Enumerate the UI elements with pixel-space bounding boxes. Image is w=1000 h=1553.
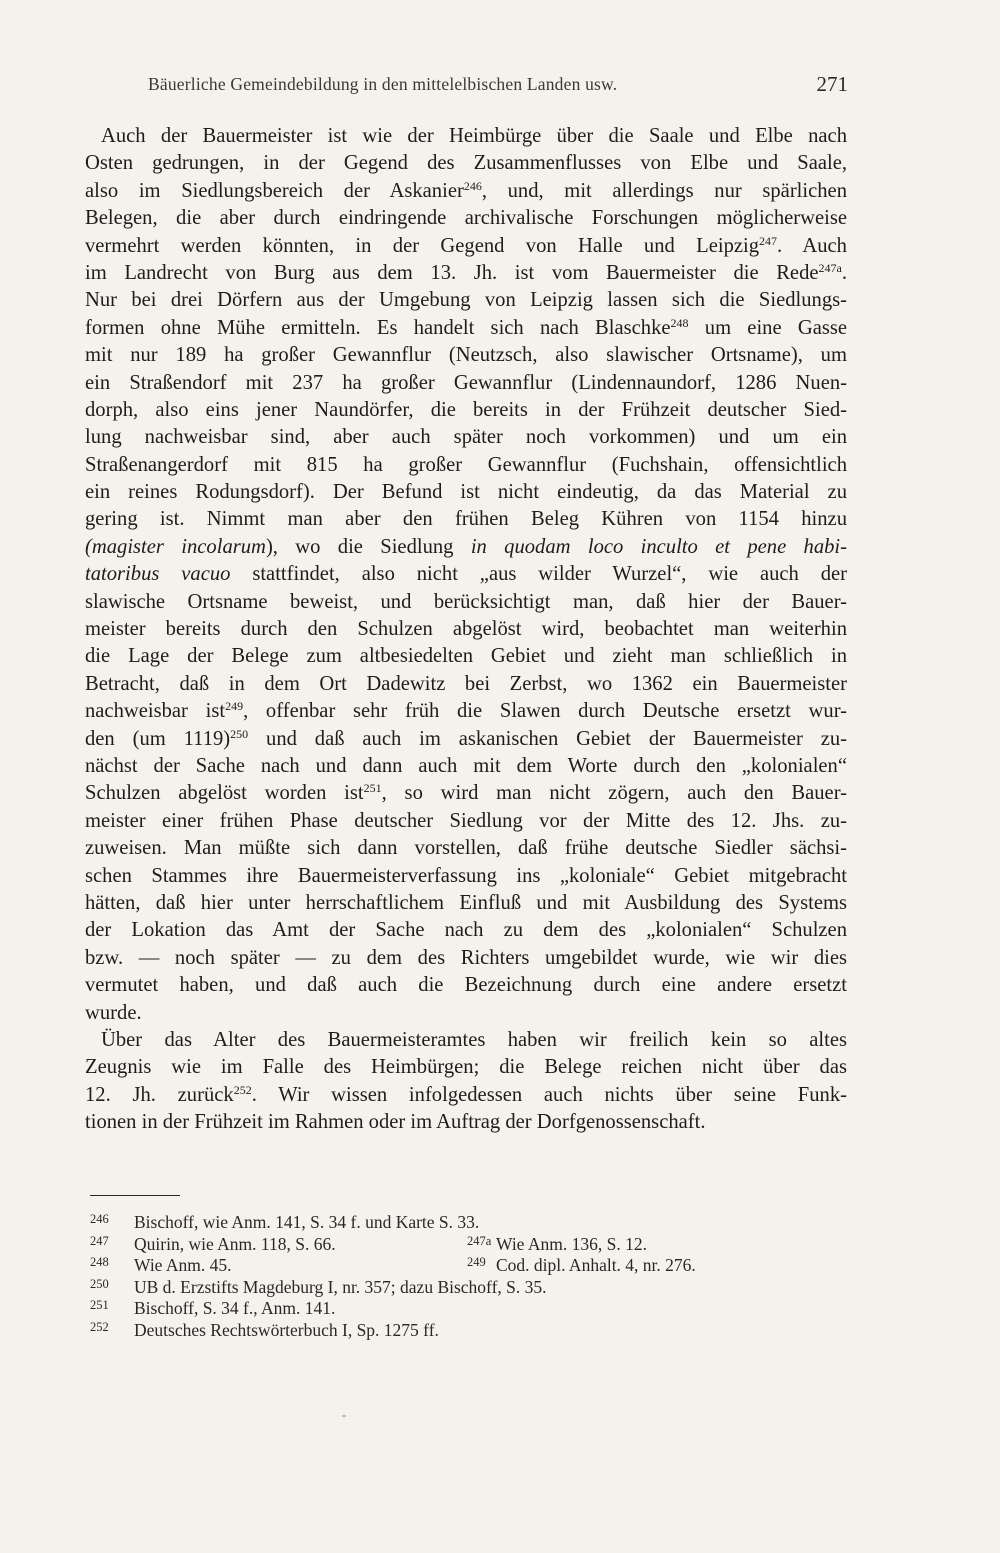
footnote-text: Bischoff, S. 34 f., Anm. 141. bbox=[134, 1298, 336, 1319]
body-text-run: schen Stammes ihre Bauermeisterverfassung ins „koloniale“ Gebiet mitgebracht bbox=[85, 864, 847, 887]
body-line bbox=[85, 1000, 847, 1027]
body-text-run: Betracht, daß in dem Ort Dadewitz bei Zerbst, wo 1362 ein Bauermeister bbox=[85, 672, 847, 695]
body-text-run: im Landrecht von Burg aus dem 13. Jh. ist vom Bauermeister die Rede bbox=[85, 261, 819, 284]
body-text-run: vermehrt werden könnten, in der Gegend von Halle und Leipzig bbox=[85, 234, 760, 257]
footnote-number: 248 bbox=[90, 1255, 109, 1270]
body-text-run: slawische Ortsname beweist, und berücksichtigt man, daß hier der Bauer- bbox=[85, 590, 847, 613]
body-text-run: mit nur 189 ha großer Gewannflur (Neutzsch, also slawischer Ortsname), um bbox=[85, 344, 847, 367]
body-text-run: wurde. bbox=[85, 1001, 142, 1024]
footnote bbox=[90, 1298, 810, 1320]
footnotes bbox=[90, 1212, 810, 1342]
body-line bbox=[85, 616, 847, 643]
footnote-reference: 252 bbox=[233, 1082, 252, 1097]
footnote-number: 246 bbox=[90, 1212, 109, 1226]
footnote-text: Quirin, wie Anm. 118, S. 66. bbox=[134, 1233, 336, 1254]
body-line bbox=[85, 753, 847, 780]
footnote bbox=[90, 1234, 810, 1256]
footnote bbox=[90, 1320, 810, 1342]
body-text-run: , offenbar sehr früh die Slawen durch Deutsche ersetzt wur- bbox=[243, 700, 847, 723]
footnote-reference: 251 bbox=[363, 781, 382, 796]
body-line bbox=[85, 534, 847, 561]
footnote-number: 252 bbox=[90, 1319, 109, 1334]
body-text-run: gering ist. Nimmt man aber den frühen Beleg Kühren von 1154 hinzu bbox=[85, 508, 847, 531]
body-text-run: . bbox=[841, 261, 847, 284]
body-text-run: Über das Alter des Bauermeisteramtes haben wir freilich kein so altes bbox=[101, 1028, 847, 1051]
body-text-run: Osten gedrungen, in der Gegend des Zusammenflusses von Elbe und Saale, bbox=[85, 152, 847, 175]
body-line bbox=[85, 205, 847, 232]
body-line bbox=[85, 150, 847, 177]
footnote-reference: 247 bbox=[759, 233, 778, 248]
body-line bbox=[85, 370, 847, 397]
body-line bbox=[85, 452, 847, 479]
body-line bbox=[85, 643, 847, 670]
body-line bbox=[85, 123, 847, 150]
latin-quote: magister incolarum bbox=[91, 535, 266, 558]
body-text-run: meister einer frühen Phase deutscher Siedlung vor der Mitte des 12. Jhs. zu- bbox=[85, 809, 847, 832]
body-line bbox=[85, 315, 847, 342]
footnote-text: Wie Anm. 136, S. 12. bbox=[496, 1233, 647, 1254]
latin-quote: ( bbox=[85, 535, 92, 558]
body-line bbox=[85, 698, 847, 725]
body-line bbox=[85, 561, 847, 588]
body-text-run: Zeugnis wie im Falle des Heimbürgen; die Belege reichen nicht über das bbox=[85, 1056, 847, 1079]
body-text-run: . Auch bbox=[777, 234, 847, 257]
footnote bbox=[90, 1255, 810, 1277]
body-text bbox=[85, 123, 847, 1136]
page-header bbox=[148, 70, 848, 110]
page-number: 271 bbox=[816, 72, 848, 96]
body-line bbox=[85, 890, 847, 917]
body-text-run: 12. Jh. zurück bbox=[85, 1083, 234, 1106]
body-line bbox=[85, 972, 847, 999]
footnote-number: 247 bbox=[90, 1233, 109, 1248]
footnote-reference: 248 bbox=[670, 315, 689, 330]
footnote-reference: 250 bbox=[230, 726, 249, 741]
footnote bbox=[90, 1277, 810, 1299]
footnote-number: 250 bbox=[90, 1276, 109, 1291]
body-text-run: der Lokation das Amt der Sache nach zu dem des „kolonialen“ Schulzen bbox=[85, 919, 847, 942]
body-line bbox=[85, 506, 847, 533]
body-text-run: um eine Gasse bbox=[688, 316, 848, 339]
body-text-run: , und, mit allerdings nur spärlichen bbox=[481, 179, 847, 202]
body-text-run: zuweisen. Man müßte sich dann vorstellen, daß frühe deutsche Siedler sächsi- bbox=[85, 837, 847, 860]
body-text-run: den (um 1119) bbox=[85, 727, 231, 750]
body-text-run: ein Straßendorf mit 237 ha großer Gewannflur (Lindennaundorf, 1286 Nuen- bbox=[85, 371, 847, 394]
footnote-text: UB d. Erzstifts Magdeburg I, nr. 357; dazu Bischoff, S. 35. bbox=[134, 1276, 547, 1297]
body-text-run: stattfindet, also nicht „aus wilder Wurzel“, wie auch der bbox=[230, 563, 848, 586]
body-line bbox=[85, 233, 847, 260]
body-line bbox=[85, 1027, 847, 1054]
body-line bbox=[85, 726, 847, 753]
latin-quote: in quodam loco inculto et pene habi- bbox=[470, 535, 848, 558]
body-text-run: meister bereits durch den Schulzen abgelöst wird, beobachtet man weiterhin bbox=[85, 618, 847, 641]
body-line bbox=[85, 863, 847, 890]
body-line bbox=[85, 397, 847, 424]
body-line bbox=[85, 479, 847, 506]
footnote-reference: 246 bbox=[463, 178, 482, 193]
body-text-run: lung nachweisbar sind, aber auch später noch vorkommen) und um ein bbox=[85, 426, 847, 449]
body-text-run: und daß auch im askanischen Gebiet der Bauermeister zu- bbox=[248, 727, 847, 750]
body-text-run: ), wo die Siedlung bbox=[265, 535, 471, 558]
body-line bbox=[85, 178, 847, 205]
footnote-text: Bischoff, wie Anm. 141, S. 34 f. und Karte S. 33. bbox=[134, 1212, 480, 1232]
body-line bbox=[85, 780, 847, 807]
body-line bbox=[85, 808, 847, 835]
body-line bbox=[85, 589, 847, 616]
body-text-run: vermutet haben, und daß auch die Bezeichnung durch eine andere ersetzt bbox=[85, 974, 847, 997]
body-text-run: dorph, also eins jener Naundörfer, die bereits in der Frühzeit deutscher Sied- bbox=[85, 398, 847, 421]
body-text-run: nachweisbar ist bbox=[85, 700, 226, 723]
body-text-run: . Wir wissen infolgedessen auch nichts über seine Funk- bbox=[251, 1083, 848, 1106]
body-line bbox=[85, 945, 847, 972]
footnote-text: Cod. dipl. Anhalt. 4, nr. 276. bbox=[496, 1255, 696, 1276]
footnote-separator bbox=[90, 1195, 180, 1196]
running-head: Bäuerliche Gemeindebildung in den mittelelbischen Landen usw. bbox=[148, 74, 618, 94]
body-text-run: Straßenangerdorf mit 815 ha großer Gewannflur (Fuchshain, offensichtlich bbox=[85, 453, 847, 476]
latin-quote: tatoribus vacuo bbox=[85, 563, 231, 586]
body-text-run: , so wird man nicht zögern, auch den Bauer- bbox=[381, 782, 848, 805]
body-text-run: nächst der Sache nach und dann auch mit dem Worte durch den „kolonialen“ bbox=[85, 754, 847, 777]
body-text-run: die Lage der Belege zum altbesiedelten Gebiet und zieht man schließlich in bbox=[85, 645, 847, 668]
body-line bbox=[85, 342, 847, 369]
body-text-run: formen ohne Mühe ermitteln. Es handelt sich nach Blaschke bbox=[85, 316, 671, 339]
footnote-number: 251 bbox=[90, 1298, 109, 1313]
body-line bbox=[85, 835, 847, 862]
body-line bbox=[85, 917, 847, 944]
body-text-run: Auch der Bauermeister ist wie der Heimbürge über die Saale und Elbe nach bbox=[101, 125, 847, 147]
footnote-number: 249 bbox=[467, 1255, 486, 1270]
body-text-run: tionen in der Frühzeit im Rahmen oder im Auftrag der Dorfgenossenschaft. bbox=[85, 1111, 706, 1134]
footnote-reference: 247a bbox=[818, 260, 842, 275]
footnote-text: Deutsches Rechtswörterbuch I, Sp. 1275 ff. bbox=[134, 1319, 439, 1340]
body-text-run: ein reines Rodungsdorf). Der Befund ist nicht eindeutig, da das Material zu bbox=[85, 481, 847, 504]
footnote-number: 247a bbox=[467, 1233, 492, 1248]
footnote bbox=[90, 1212, 810, 1234]
body-line bbox=[85, 287, 847, 314]
body-text-run: Schulzen abgelöst worden ist bbox=[85, 782, 364, 805]
body-text-run: Nur bei drei Dörfern aus der Umgebung von Leipzig lassen sich die Siedlungs- bbox=[85, 289, 847, 312]
body-text-run: Belegen, die aber durch eindringende archivalische Forschungen möglicherweise bbox=[85, 207, 847, 230]
print-smudge bbox=[342, 1415, 346, 1417]
footnote-text: Wie Anm. 45. bbox=[134, 1255, 232, 1276]
body-line bbox=[85, 1109, 847, 1136]
body-text-run: hätten, daß hier unter herrschaftlichem Einfluß und mit Ausbildung des Systems bbox=[85, 891, 847, 914]
body-line bbox=[85, 424, 847, 451]
footnote-reference: 249 bbox=[225, 699, 244, 714]
body-line bbox=[85, 671, 847, 698]
body-line bbox=[85, 260, 847, 287]
body-line bbox=[85, 1082, 847, 1109]
body-line bbox=[85, 1054, 847, 1081]
body-text-run: also im Siedlungsbereich der Askanier bbox=[85, 179, 464, 202]
body-text-run: bzw. — noch später — zu dem des Richters umgebildet wurde, wie wir dies bbox=[85, 946, 847, 969]
